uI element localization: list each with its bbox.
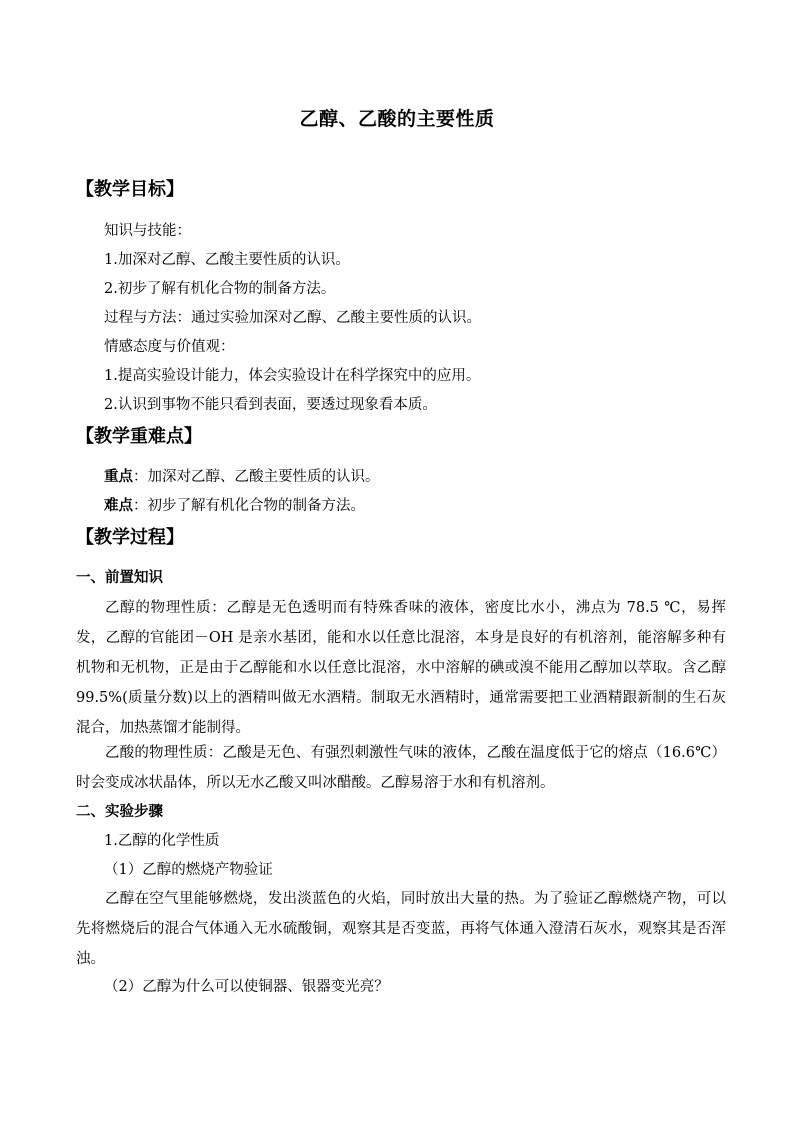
objectives-line-knowledge: 知识与技能：: [104, 223, 191, 239]
document-title: 乙醇、乙酸的主要性质: [299, 108, 495, 130]
process-heading: 【教学过程】: [76, 527, 184, 548]
step1-heading: 1.乙醇的化学性质: [104, 833, 220, 849]
step1-1-heading: （1）乙醇的燃烧产物验证: [104, 862, 273, 878]
acetic-properties-paragraph: 乙酸的物理性质：乙酸是无色、有强烈刺激性气味的液体，乙酸在温度低于它的熔点（16.6℃）时会变成冰状晶体，所以无水乙酸又叫冰醋酸。乙醇易溶于水和有机溶剂。: [76, 745, 726, 791]
objectives-line-process: 过程与方法：通过实验加深对乙醇、乙酸主要性质的认识。: [104, 310, 481, 326]
key-points-heading: 【教学重难点】: [76, 426, 202, 447]
objectives-line-emotion: 情感态度与价值观：: [104, 339, 235, 355]
objectives-line-1: 1.加深对乙醇、乙酸主要性质的认识。: [104, 252, 350, 268]
objectives-line-4: 2.认识到事物不能只看到表面，要透过现象看本质。: [104, 397, 437, 413]
difficult-point-label: 难点: [104, 497, 133, 514]
part1-heading: 一、前置知识: [76, 569, 163, 586]
part2-heading: 二、实验步骤: [76, 803, 163, 820]
key-point-label: 重点: [104, 468, 133, 485]
objectives-line-2: 2.初步了解有机化合物的制备方法。: [104, 281, 336, 297]
objectives-heading: 【教学目标】: [76, 179, 184, 200]
step1-2-heading: （2）乙醇为什么可以使铜器、银器变光亮？: [104, 979, 389, 995]
difficult-point-text: ：初步了解有机化合物的制备方法。: [133, 498, 365, 514]
combustion-paragraph: 乙醇在空气里能够燃烧，发出淡蓝色的火焰，同时放出大量的热。为了验证乙醇燃烧产物，可以先将燃烧后的混合气体通入无水硫酸铜，观察其是否变蓝，再将气体通入澄清石灰水，观察其是否浑浊。: [76, 891, 726, 967]
ethanol-properties-paragraph: 乙醇的物理性质：乙醇是无色透明而有特殊香味的液体，密度比水小，沸点为 78.5 ℃，易挥发，乙醇的官能团－OH 是亲水基团，能和水以任意比混溶，本身是良好的有机溶剂，能溶解多种有机物和无机物，正是由于乙醇能和水以任意比混溶，水中溶解的碘或溴不能用乙醇加以萃取。含乙醇 99.5%(质量分数)以上的酒精叫做无水酒精。制取无水酒精时，通常需要把工业酒精跟新制的生石灰混合，加热蒸馏才能制得。: [76, 600, 726, 736]
difficult-point-line: [104, 496, 365, 516]
key-point-line: [104, 467, 380, 487]
objectives-line-3: 1.提高实验设计能力，体会实验设计在科学探究中的应用。: [104, 368, 481, 384]
key-point-text: ：加深对乙醇、乙酸主要性质的认识。: [133, 469, 380, 485]
